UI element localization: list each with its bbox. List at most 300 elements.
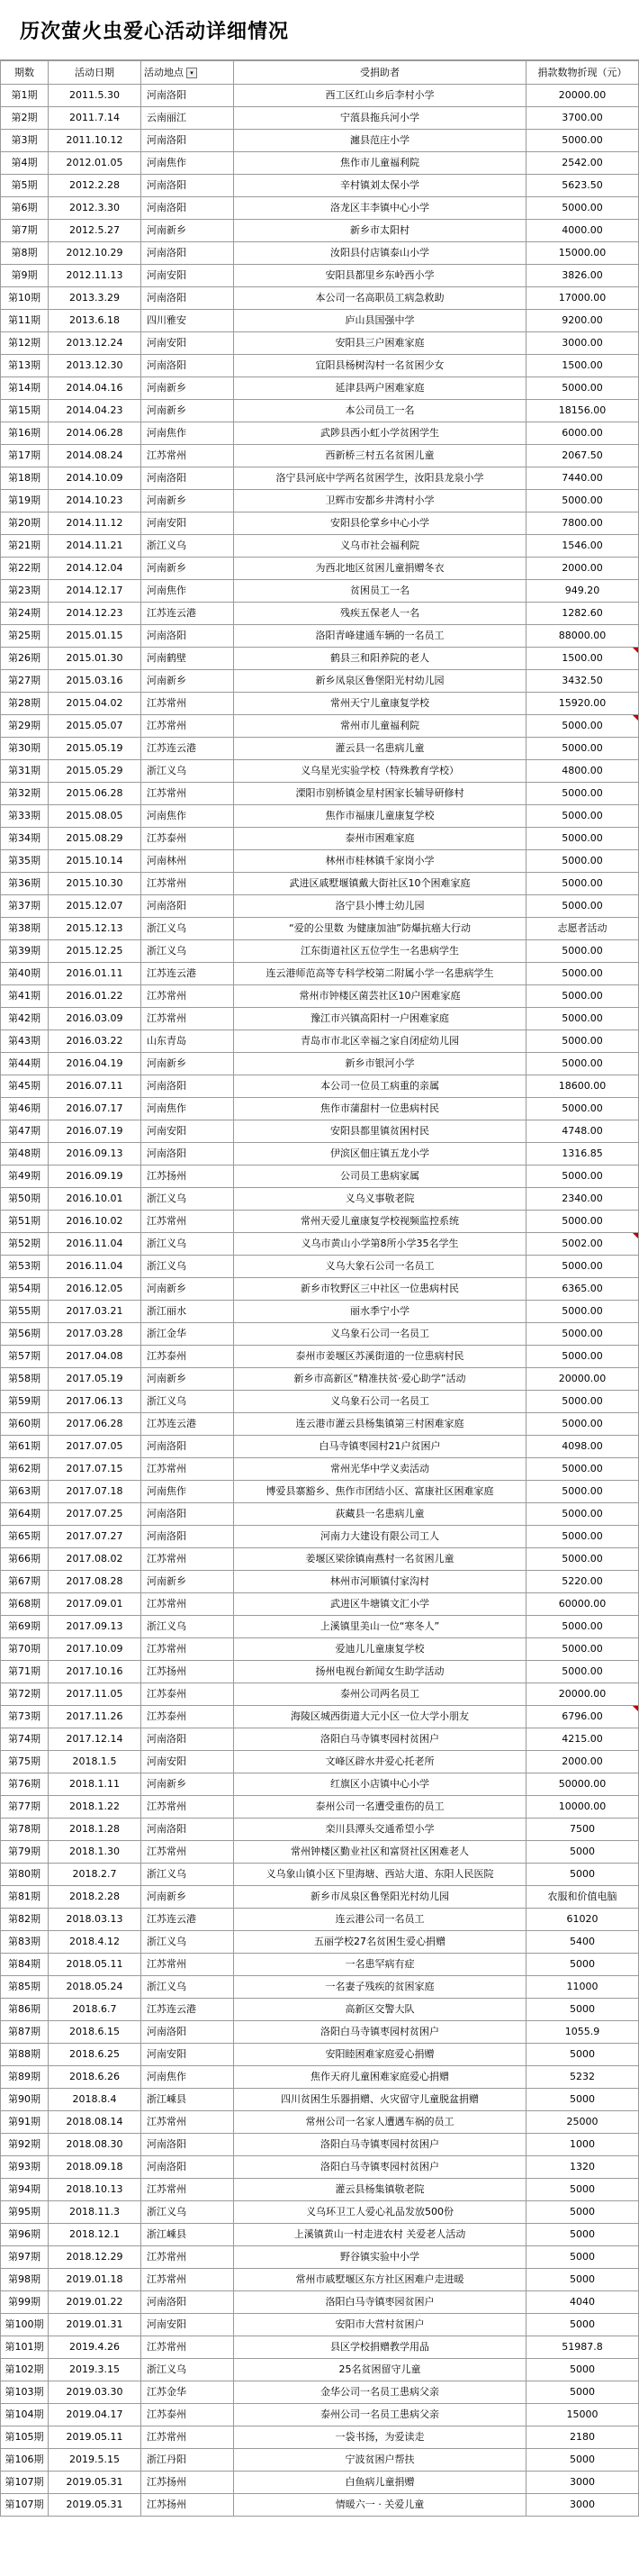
cell-date[interactable]: 2013.12.30 [49, 355, 141, 377]
cell-target[interactable]: 公司员工患病家属 [234, 1166, 526, 1188]
cell-target[interactable]: 残疾五保老人一名 [234, 603, 526, 625]
cell-target[interactable]: 焦作市儿童福利院 [234, 152, 526, 175]
cell-date[interactable]: 2019.5.15 [49, 2449, 141, 2472]
cell-amount[interactable]: 5002.00 [526, 1233, 639, 1256]
cell-place[interactable]: 河南新乡 [141, 1773, 234, 1796]
cell-amount[interactable]: 2542.00 [526, 152, 639, 175]
cell-period[interactable]: 第101期 [1, 2336, 49, 2359]
cell-amount[interactable]: 5000.00 [526, 1256, 639, 1278]
cell-date[interactable]: 2012.01.05 [49, 152, 141, 175]
cell-target[interactable]: 林州市桂林镇千家岗小学 [234, 850, 526, 873]
cell-place[interactable]: 河南洛阳 [141, 1075, 234, 1098]
cell-place[interactable]: 河南洛阳 [141, 467, 234, 490]
cell-period[interactable]: 第13期 [1, 355, 49, 377]
cell-date[interactable]: 2018.1.22 [49, 1796, 141, 1819]
cell-place[interactable]: 浙江义乌 [141, 760, 234, 783]
cell-period[interactable]: 第71期 [1, 1661, 49, 1683]
cell-period[interactable]: 第92期 [1, 2134, 49, 2156]
cell-amount[interactable]: 5000.00 [526, 490, 639, 512]
cell-place[interactable]: 河南林州 [141, 850, 234, 873]
cell-date[interactable]: 2019.05.31 [49, 2494, 141, 2517]
cell-period[interactable]: 第79期 [1, 1841, 49, 1864]
cell-date[interactable]: 2018.09.18 [49, 2156, 141, 2179]
cell-target[interactable]: 武进区戚墅堰镇戴大街社区10个困难家庭 [234, 873, 526, 895]
cell-date[interactable]: 2017.09.01 [49, 1593, 141, 1616]
cell-period[interactable]: 第65期 [1, 1526, 49, 1548]
cell-period[interactable]: 第76期 [1, 1773, 49, 1796]
cell-period[interactable]: 第61期 [1, 1436, 49, 1458]
cell-target[interactable]: 爱迪儿儿童康复学校 [234, 1638, 526, 1661]
cell-date[interactable]: 2017.06.13 [49, 1391, 141, 1413]
cell-date[interactable]: 2015.10.30 [49, 873, 141, 895]
cell-period[interactable]: 第86期 [1, 1999, 49, 2021]
cell-place[interactable]: 江苏常州 [141, 783, 234, 805]
cell-period[interactable]: 第21期 [1, 535, 49, 558]
cell-date[interactable]: 2012.11.13 [49, 265, 141, 287]
cell-date[interactable]: 2014.08.24 [49, 445, 141, 467]
cell-target[interactable]: 西工区红山乡后李村小学 [234, 85, 526, 107]
cell-target[interactable]: 安阳市大营村贫困户 [234, 2314, 526, 2336]
cell-amount[interactable]: 5400 [526, 1931, 639, 1954]
cell-amount[interactable]: 5000.00 [526, 1481, 639, 1503]
cell-amount[interactable]: 20000.00 [526, 1683, 639, 1706]
cell-date[interactable]: 2016.01.11 [49, 963, 141, 985]
cell-date[interactable]: 2016.10.02 [49, 1211, 141, 1233]
cell-period[interactable]: 第100期 [1, 2314, 49, 2336]
cell-date[interactable]: 2015.05.29 [49, 760, 141, 783]
cell-amount[interactable]: 5000 [526, 2089, 639, 2111]
cell-period[interactable]: 第57期 [1, 1346, 49, 1368]
cell-date[interactable]: 2019.04.17 [49, 2404, 141, 2426]
cell-place[interactable]: 江苏常州 [141, 873, 234, 895]
cell-place[interactable]: 河南安阳 [141, 2044, 234, 2066]
cell-amount[interactable]: 60000.00 [526, 1593, 639, 1616]
cell-place[interactable]: 河南洛阳 [141, 2021, 234, 2044]
cell-date[interactable]: 2012.10.29 [49, 242, 141, 265]
cell-place[interactable]: 浙江义乌 [141, 1931, 234, 1954]
cell-date[interactable]: 2015.12.13 [49, 918, 141, 940]
cell-date[interactable]: 2016.04.19 [49, 1053, 141, 1075]
cell-amount[interactable]: 5000 [526, 2246, 639, 2269]
cell-period[interactable]: 第36期 [1, 873, 49, 895]
cell-date[interactable]: 2019.01.18 [49, 2269, 141, 2291]
cell-amount[interactable]: 5000.00 [526, 1301, 639, 1323]
cell-date[interactable]: 2015.05.19 [49, 738, 141, 760]
cell-target[interactable]: 洛阳青峰建通车辆的一名员工 [234, 625, 526, 648]
cell-period[interactable]: 第68期 [1, 1593, 49, 1616]
cell-target[interactable]: 连云港公司一名员工 [234, 1909, 526, 1931]
cell-target[interactable]: 灌云县杨集镇敬老院 [234, 2179, 526, 2201]
cell-place[interactable]: 江苏泰州 [141, 1706, 234, 1728]
cell-amount[interactable]: 1055.9 [526, 2021, 639, 2044]
cell-period[interactable]: 第46期 [1, 1098, 49, 1120]
cell-period[interactable]: 第11期 [1, 310, 49, 332]
cell-period[interactable]: 第41期 [1, 985, 49, 1008]
cell-date[interactable]: 2017.11.05 [49, 1683, 141, 1706]
cell-target[interactable]: 焦作市福康儿童康复学校 [234, 805, 526, 828]
cell-target[interactable]: 洛阳白马寺镇枣园村贫困户 [234, 2134, 526, 2156]
cell-date[interactable]: 2012.2.28 [49, 175, 141, 197]
cell-place[interactable]: 浙江义乌 [141, 940, 234, 963]
cell-amount[interactable]: 5000.00 [526, 1098, 639, 1120]
cell-period[interactable]: 第24期 [1, 603, 49, 625]
cell-target[interactable]: 高新区交警大队 [234, 1999, 526, 2021]
cell-amount[interactable]: 50000.00 [526, 1773, 639, 1796]
cell-target[interactable]: 义乌星光实验学校（特殊教育学校） [234, 760, 526, 783]
cell-period[interactable]: 第30期 [1, 738, 49, 760]
cell-period[interactable]: 第6期 [1, 197, 49, 220]
cell-amount[interactable]: 5000.00 [526, 1638, 639, 1661]
cell-place[interactable]: 浙江丹阳 [141, 2449, 234, 2472]
cell-target[interactable]: 为西北地区贫困儿童捐赠冬衣 [234, 558, 526, 580]
cell-target[interactable]: 武进区牛塘镇文汇小学 [234, 1593, 526, 1616]
cell-period[interactable]: 第29期 [1, 715, 49, 738]
cell-period[interactable]: 第69期 [1, 1616, 49, 1638]
cell-place[interactable]: 江苏泰州 [141, 828, 234, 850]
cell-target[interactable]: 新乡市银河小学 [234, 1053, 526, 1075]
cell-place[interactable]: 江苏常州 [141, 715, 234, 738]
cell-period[interactable]: 第35期 [1, 850, 49, 873]
cell-amount[interactable]: 4098.00 [526, 1436, 639, 1458]
cell-date[interactable]: 2015.03.16 [49, 670, 141, 693]
cell-target[interactable]: 洛阳白马寺镇枣园村贫困户 [234, 1728, 526, 1751]
cell-date[interactable]: 2018.12.1 [49, 2224, 141, 2246]
cell-date[interactable]: 2019.01.31 [49, 2314, 141, 2336]
cell-date[interactable]: 2019.01.22 [49, 2291, 141, 2314]
cell-amount[interactable]: 5000.00 [526, 1008, 639, 1030]
cell-place[interactable]: 江苏泰州 [141, 2404, 234, 2426]
cell-target[interactable]: 洛龙区丰李镇中心小学 [234, 197, 526, 220]
cell-target[interactable]: 安阳县伦掌乡中心小学 [234, 512, 526, 535]
cell-place[interactable]: 云南丽江 [141, 107, 234, 130]
cell-date[interactable]: 2015.10.14 [49, 850, 141, 873]
cell-amount[interactable]: 61020 [526, 1909, 639, 1931]
cell-target[interactable]: 红旗区小店镇中心小学 [234, 1773, 526, 1796]
cell-target[interactable]: 栾川县潭头交通希望小学 [234, 1819, 526, 1841]
cell-target[interactable]: 新乡市凤泉区鲁堡阳光村幼儿园 [234, 1886, 526, 1909]
cell-target[interactable]: 四川贫困生乐器捐赠、火灾留守儿童脱盆捐赠 [234, 2089, 526, 2111]
cell-amount[interactable]: 5000.00 [526, 985, 639, 1008]
cell-period[interactable]: 第27期 [1, 670, 49, 693]
cell-period[interactable]: 第33期 [1, 805, 49, 828]
cell-amount[interactable]: 5000.00 [526, 850, 639, 873]
cell-amount[interactable]: 5000.00 [526, 1346, 639, 1368]
cell-target[interactable]: 一袋书扬，为爱读走 [234, 2426, 526, 2449]
cell-target[interactable]: 汝阳县付店镇泰山小学 [234, 242, 526, 265]
cell-amount[interactable]: 3000.00 [526, 332, 639, 355]
cell-date[interactable]: 2019.3.15 [49, 2359, 141, 2381]
cell-period[interactable]: 第59期 [1, 1391, 49, 1413]
cell-amount[interactable]: 4000.00 [526, 220, 639, 242]
cell-place[interactable]: 浙江义乌 [141, 1233, 234, 1256]
cell-amount[interactable]: 3700.00 [526, 107, 639, 130]
cell-period[interactable]: 第54期 [1, 1278, 49, 1301]
cell-date[interactable]: 2016.09.19 [49, 1166, 141, 1188]
cell-date[interactable]: 2016.03.22 [49, 1030, 141, 1053]
cell-amount[interactable]: 1000 [526, 2134, 639, 2156]
cell-target[interactable]: 安阳县都里镇贫困村民 [234, 1120, 526, 1143]
cell-amount[interactable]: 5000.00 [526, 963, 639, 985]
cell-amount[interactable]: 1546.00 [526, 535, 639, 558]
cell-target[interactable]: 海陵区城西街道大元小区一位大学小朋友 [234, 1706, 526, 1728]
cell-place[interactable]: 江苏常州 [141, 2111, 234, 2134]
cell-amount[interactable]: 4215.00 [526, 1728, 639, 1751]
cell-date[interactable]: 2019.05.31 [49, 2472, 141, 2494]
cell-target[interactable]: 义乌象石公司一名员工 [234, 1323, 526, 1346]
cell-amount[interactable]: 5000.00 [526, 940, 639, 963]
cell-period[interactable]: 第7期 [1, 220, 49, 242]
cell-period[interactable]: 第82期 [1, 1909, 49, 1931]
cell-place[interactable]: 山东青岛 [141, 1030, 234, 1053]
cell-amount[interactable]: 5000.00 [526, 1053, 639, 1075]
cell-target[interactable]: 本公司一位员工病重的亲属 [234, 1075, 526, 1098]
cell-place[interactable]: 浙江义乌 [141, 1616, 234, 1638]
cell-place[interactable]: 江苏连云港 [141, 738, 234, 760]
cell-period[interactable]: 第103期 [1, 2381, 49, 2404]
cell-period[interactable]: 第28期 [1, 693, 49, 715]
cell-date[interactable]: 2018.1.5 [49, 1751, 141, 1773]
cell-date[interactable]: 2018.08.30 [49, 2134, 141, 2156]
cell-period[interactable]: 第88期 [1, 2044, 49, 2066]
cell-amount[interactable]: 1316.85 [526, 1143, 639, 1166]
cell-amount[interactable]: 15000 [526, 2404, 639, 2426]
cell-date[interactable]: 2016.11.04 [49, 1233, 141, 1256]
cell-amount[interactable]: 949.20 [526, 580, 639, 603]
cell-date[interactable]: 2013.3.29 [49, 287, 141, 310]
cell-amount[interactable]: 11000 [526, 1976, 639, 1999]
cell-period[interactable]: 第26期 [1, 648, 49, 670]
cell-date[interactable]: 2016.09.13 [49, 1143, 141, 1166]
cell-place[interactable]: 江苏扬州 [141, 1166, 234, 1188]
cell-place[interactable]: 河南洛阳 [141, 197, 234, 220]
cell-place[interactable]: 江苏连云港 [141, 1413, 234, 1436]
cell-place[interactable]: 江苏常州 [141, 2269, 234, 2291]
cell-place[interactable]: 浙江丽水 [141, 1301, 234, 1323]
cell-target[interactable]: 荻藏县一名患病儿童 [234, 1503, 526, 1526]
cell-target[interactable]: 本公司员工一名 [234, 400, 526, 422]
cell-place[interactable]: 江苏连云港 [141, 1999, 234, 2021]
cell-date[interactable]: 2017.06.28 [49, 1413, 141, 1436]
cell-amount[interactable]: 18156.00 [526, 400, 639, 422]
cell-amount[interactable]: 5000.00 [526, 738, 639, 760]
cell-date[interactable]: 2014.06.28 [49, 422, 141, 445]
cell-amount[interactable]: 农服和价值电脑 [526, 1886, 639, 1909]
cell-period[interactable]: 第40期 [1, 963, 49, 985]
cell-amount[interactable]: 5000.00 [526, 1413, 639, 1436]
cell-amount[interactable]: 2000.00 [526, 558, 639, 580]
cell-date[interactable]: 2018.6.26 [49, 2066, 141, 2089]
cell-place[interactable]: 江苏常州 [141, 1593, 234, 1616]
cell-date[interactable]: 2014.11.21 [49, 535, 141, 558]
cell-date[interactable]: 2017.07.27 [49, 1526, 141, 1548]
cell-period[interactable]: 第96期 [1, 2224, 49, 2246]
cell-date[interactable]: 2015.08.05 [49, 805, 141, 828]
cell-period[interactable]: 第31期 [1, 760, 49, 783]
cell-place[interactable]: 河南新乡 [141, 1278, 234, 1301]
cell-target[interactable]: 青岛市市北区幸福之家自闭症幼儿园 [234, 1030, 526, 1053]
cell-target[interactable]: 安阳县都里乡东岭西小学 [234, 265, 526, 287]
cell-target[interactable]: 卫辉市安都乡井湾村小学 [234, 490, 526, 512]
cell-amount[interactable]: 志愿者活动 [526, 918, 639, 940]
cell-target[interactable]: 安阳睦困难家庭爱心捐赠 [234, 2044, 526, 2066]
cell-date[interactable]: 2018.1.28 [49, 1819, 141, 1841]
cell-target[interactable]: 白马寺镇枣园村21户贫困户 [234, 1436, 526, 1458]
cell-period[interactable]: 第78期 [1, 1819, 49, 1841]
cell-date[interactable]: 2017.10.09 [49, 1638, 141, 1661]
cell-date[interactable]: 2014.11.12 [49, 512, 141, 535]
cell-date[interactable]: 2011.7.14 [49, 107, 141, 130]
cell-place[interactable]: 河南安阳 [141, 512, 234, 535]
cell-place[interactable]: 浙江嵊县 [141, 2089, 234, 2111]
cell-target[interactable]: 洛阳白马寺镇枣园村贫困户 [234, 2156, 526, 2179]
cell-place[interactable]: 河南洛阳 [141, 130, 234, 152]
cell-amount[interactable]: 5000.00 [526, 805, 639, 828]
cell-date[interactable]: 2018.2.7 [49, 1864, 141, 1886]
cell-amount[interactable]: 5000.00 [526, 1030, 639, 1053]
cell-place[interactable]: 江苏常州 [141, 2336, 234, 2359]
cell-target[interactable]: 常州公司一名家人遭遇车祸的员工 [234, 2111, 526, 2134]
cell-target[interactable]: 宁蒗县拖兵河小学 [234, 107, 526, 130]
cell-period[interactable]: 第60期 [1, 1413, 49, 1436]
cell-target[interactable]: 庐山县国强中学 [234, 310, 526, 332]
cell-place[interactable]: 河南焦作 [141, 805, 234, 828]
cell-amount[interactable]: 5000.00 [526, 1166, 639, 1188]
cell-date[interactable]: 2017.11.26 [49, 1706, 141, 1728]
cell-period[interactable]: 第3期 [1, 130, 49, 152]
cell-amount[interactable]: 7440.00 [526, 467, 639, 490]
cell-amount[interactable]: 5000.00 [526, 828, 639, 850]
dropdown-filter-icon[interactable]: ▾ [186, 68, 197, 78]
cell-place[interactable]: 浙江义乌 [141, 1864, 234, 1886]
cell-target[interactable]: 伊滨区佃庄镇五龙小学 [234, 1143, 526, 1166]
cell-date[interactable]: 2014.12.17 [49, 580, 141, 603]
cell-place[interactable]: 江苏常州 [141, 1458, 234, 1481]
cell-period[interactable]: 第15期 [1, 400, 49, 422]
cell-place[interactable]: 浙江义乌 [141, 2359, 234, 2381]
cell-period[interactable]: 第66期 [1, 1548, 49, 1571]
cell-date[interactable]: 2015.12.25 [49, 940, 141, 963]
cell-place[interactable]: 河南新乡 [141, 558, 234, 580]
cell-amount[interactable]: 1500.00 [526, 355, 639, 377]
cell-target[interactable]: 宜阳县杨树沟村一名贫困少女 [234, 355, 526, 377]
cell-date[interactable]: 2016.03.09 [49, 1008, 141, 1030]
cell-place[interactable]: 河南焦作 [141, 2066, 234, 2089]
cell-target[interactable]: 五丽学校27名贫困生爱心捐赠 [234, 1931, 526, 1954]
cell-amount[interactable]: 1282.60 [526, 603, 639, 625]
cell-target[interactable]: 新乡凤泉区鲁堡阳光村幼儿园 [234, 670, 526, 693]
cell-place[interactable]: 江苏常州 [141, 2179, 234, 2201]
cell-place[interactable]: 江苏金华 [141, 2381, 234, 2404]
cell-period[interactable]: 第39期 [1, 940, 49, 963]
cell-place[interactable]: 江苏常州 [141, 2246, 234, 2269]
cell-target[interactable]: 泰州公司一名员工患病父亲 [234, 2404, 526, 2426]
cell-place[interactable]: 河南洛阳 [141, 1503, 234, 1526]
cell-period[interactable]: 第32期 [1, 783, 49, 805]
cell-target[interactable]: 林州市河顺镇付家沟村 [234, 1571, 526, 1593]
cell-amount[interactable]: 7800.00 [526, 512, 639, 535]
cell-place[interactable]: 浙江义乌 [141, 1256, 234, 1278]
cell-amount[interactable]: 4040 [526, 2291, 639, 2314]
cell-place[interactable]: 河南安阳 [141, 332, 234, 355]
cell-place[interactable]: 河南安阳 [141, 1120, 234, 1143]
cell-place[interactable]: 河南新乡 [141, 1571, 234, 1593]
cell-amount[interactable]: 5000.00 [526, 1391, 639, 1413]
cell-place[interactable]: 江苏连云港 [141, 963, 234, 985]
cell-date[interactable]: 2018.2.28 [49, 1886, 141, 1909]
cell-period[interactable]: 第83期 [1, 1931, 49, 1954]
cell-place[interactable]: 河南焦作 [141, 1098, 234, 1120]
cell-amount[interactable]: 5220.00 [526, 1571, 639, 1593]
cell-target[interactable]: 上溪镇黄山一村走进农村 关爱老人活动 [234, 2224, 526, 2246]
cell-date[interactable]: 2017.03.21 [49, 1301, 141, 1323]
cell-period[interactable]: 第99期 [1, 2291, 49, 2314]
cell-period[interactable]: 第104期 [1, 2404, 49, 2426]
cell-period[interactable]: 第89期 [1, 2066, 49, 2089]
cell-target[interactable]: 新乡市牧野区三中社区一位患病村民 [234, 1278, 526, 1301]
cell-period[interactable]: 第44期 [1, 1053, 49, 1075]
cell-amount[interactable]: 5000 [526, 2269, 639, 2291]
cell-date[interactable]: 2016.07.17 [49, 1098, 141, 1120]
cell-amount[interactable]: 5000 [526, 1954, 639, 1976]
cell-target[interactable]: 泰州市姜堰区苏溪街道的一位患病村民 [234, 1346, 526, 1368]
cell-date[interactable]: 2018.6.15 [49, 2021, 141, 2044]
cell-place[interactable]: 江苏泰州 [141, 1683, 234, 1706]
cell-period[interactable]: 第19期 [1, 490, 49, 512]
cell-place[interactable]: 河南焦作 [141, 422, 234, 445]
cell-place[interactable]: 河南焦作 [141, 152, 234, 175]
cell-period[interactable]: 第105期 [1, 2426, 49, 2449]
cell-period[interactable]: 第34期 [1, 828, 49, 850]
cell-amount[interactable]: 18600.00 [526, 1075, 639, 1098]
cell-period[interactable]: 第107期 [1, 2472, 49, 2494]
cell-date[interactable]: 2016.12.05 [49, 1278, 141, 1301]
cell-period[interactable]: 第45期 [1, 1075, 49, 1098]
cell-target[interactable]: 江东街道社区五位学生一名患病学生 [234, 940, 526, 963]
cell-period[interactable]: 第58期 [1, 1368, 49, 1391]
cell-period[interactable]: 第74期 [1, 1728, 49, 1751]
cell-place[interactable]: 江苏常州 [141, 1638, 234, 1661]
cell-target[interactable]: 扬州电视台新闻女生助学活动 [234, 1661, 526, 1683]
cell-date[interactable]: 2016.10.01 [49, 1188, 141, 1211]
cell-place[interactable]: 河南洛阳 [141, 242, 234, 265]
cell-target[interactable]: 西新桥三村五名贫困儿童 [234, 445, 526, 467]
cell-target[interactable]: 泰州公司两名员工 [234, 1683, 526, 1706]
cell-period[interactable]: 第91期 [1, 2111, 49, 2134]
cell-date[interactable]: 2018.08.14 [49, 2111, 141, 2134]
cell-date[interactable]: 2014.10.23 [49, 490, 141, 512]
cell-place[interactable]: 江苏常州 [141, 1841, 234, 1864]
cell-period[interactable]: 第80期 [1, 1864, 49, 1886]
cell-place[interactable]: 江苏常州 [141, 445, 234, 467]
cell-target[interactable]: 义乌大象石公司一名员工 [234, 1256, 526, 1278]
cell-amount[interactable]: 6000.00 [526, 422, 639, 445]
cell-period[interactable]: 第17期 [1, 445, 49, 467]
cell-date[interactable]: 2012.3.30 [49, 197, 141, 220]
cell-place[interactable]: 河南新乡 [141, 670, 234, 693]
cell-period[interactable]: 第22期 [1, 558, 49, 580]
cell-date[interactable]: 2018.05.11 [49, 1954, 141, 1976]
cell-period[interactable]: 第16期 [1, 422, 49, 445]
cell-period[interactable]: 第5期 [1, 175, 49, 197]
cell-place[interactable]: 河南新乡 [141, 220, 234, 242]
cell-target[interactable]: 瀍县范庄小学 [234, 130, 526, 152]
cell-date[interactable]: 2019.03.30 [49, 2381, 141, 2404]
cell-period[interactable]: 第56期 [1, 1323, 49, 1346]
cell-period[interactable]: 第70期 [1, 1638, 49, 1661]
cell-target[interactable]: 辛村镇刘太保小学 [234, 175, 526, 197]
cell-date[interactable]: 2012.5.27 [49, 220, 141, 242]
cell-period[interactable]: 第47期 [1, 1120, 49, 1143]
